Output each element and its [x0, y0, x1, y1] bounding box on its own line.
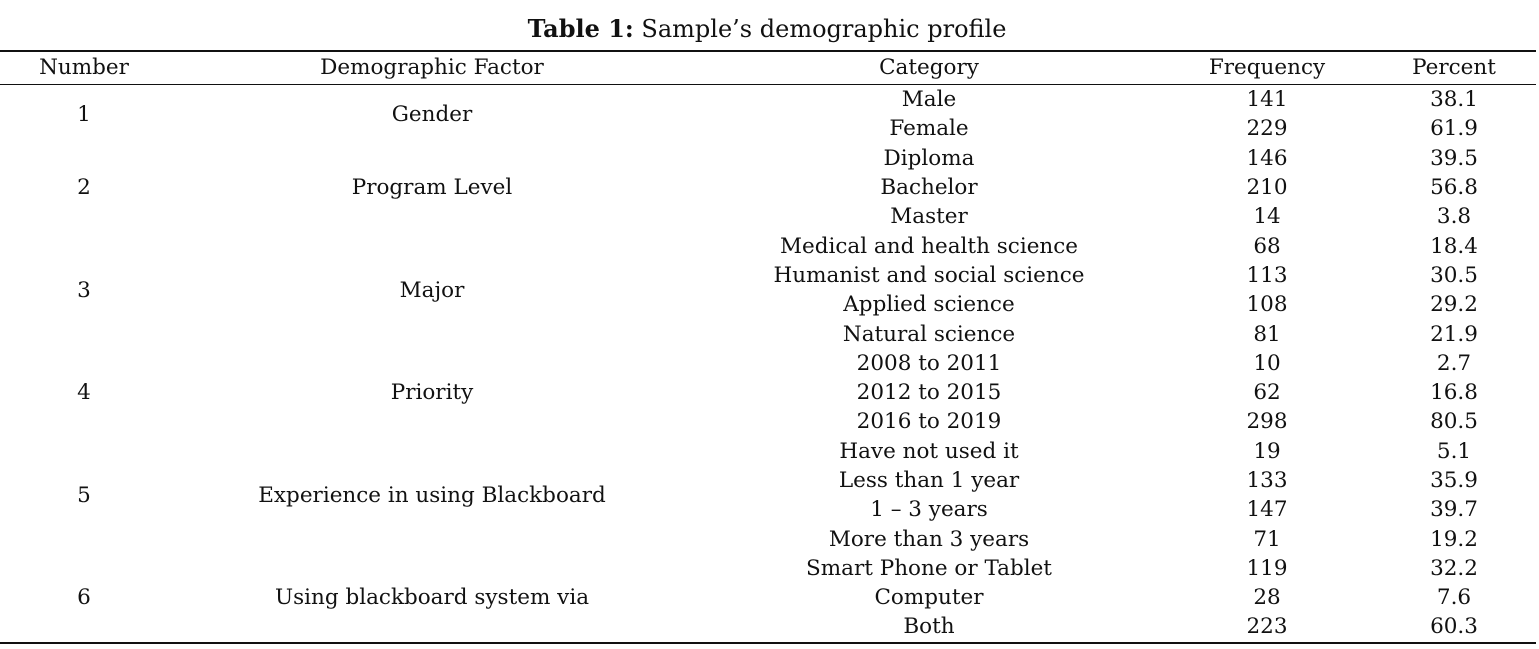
table-body [0, 85, 1536, 643]
cell-number: 5 [77, 482, 91, 508]
cell-category: Natural science [842, 321, 1016, 347]
header-percent: Percent [1412, 55, 1496, 80]
cell-frequency: 108 [1246, 292, 1288, 318]
cell-number: 6 [77, 585, 91, 611]
cell-number: 3 [77, 277, 91, 303]
cell-percent: 32.2 [1430, 555, 1478, 581]
cell-frequency: 119 [1246, 555, 1288, 581]
header-row [0, 51, 1536, 85]
table-caption-text: Sample’s demographic profile [641, 15, 1007, 43]
table-row [0, 144, 1536, 173]
cell-frequency: 28 [1253, 585, 1281, 611]
cell-category: Computer [874, 585, 984, 611]
table-header [0, 51, 1536, 85]
cell-demographic-factor: Major [399, 277, 465, 303]
cell-frequency: 71 [1253, 526, 1281, 552]
cell-category: Diploma [883, 145, 975, 171]
header-number: Number [39, 55, 129, 80]
table-row [0, 349, 1536, 378]
table-row [0, 437, 1536, 466]
cell-category: Medical and health science [779, 233, 1079, 259]
cell-category: More than 3 years [828, 526, 1030, 552]
cell-category: 2008 to 2011 [856, 350, 1002, 376]
cell-percent: 56.8 [1430, 175, 1478, 201]
cell-demographic-factor: Priority [390, 380, 474, 406]
cell-category: Humanist and social science [773, 262, 1085, 288]
cell-frequency: 10 [1253, 350, 1281, 376]
cell-percent: 21.9 [1430, 321, 1478, 347]
cell-frequency: 229 [1246, 116, 1288, 142]
cell-frequency: 62 [1253, 380, 1281, 406]
cell-demographic-factor: Using blackboard system via [274, 585, 590, 611]
header-category: Category [879, 55, 979, 80]
cell-category: 2012 to 2015 [856, 380, 1002, 406]
cell-frequency: 81 [1253, 321, 1281, 347]
cell-category: 2016 to 2019 [856, 409, 1002, 435]
cell-frequency: 133 [1246, 468, 1288, 493]
cell-percent: 29.2 [1430, 292, 1478, 318]
cell-number: 2 [77, 175, 91, 201]
cell-category: Smart Phone or Tablet [806, 555, 1052, 581]
cell-category: Master [890, 204, 968, 230]
cell-category: Bachelor [880, 175, 978, 201]
cell-frequency: 141 [1246, 87, 1288, 113]
cell-percent: 39.7 [1430, 497, 1478, 523]
cell-category: Less than 1 year [838, 468, 1020, 493]
table-caption-label: Table 1: [527, 14, 634, 43]
header-frequency: Frequency [1208, 55, 1326, 80]
cell-percent: 39.5 [1430, 145, 1478, 171]
cell-frequency: 147 [1246, 497, 1288, 523]
table-row [0, 231, 1536, 260]
cell-category: Applied science [843, 292, 1015, 318]
cell-percent: 19.2 [1430, 526, 1478, 552]
cell-frequency: 210 [1246, 175, 1288, 201]
cell-frequency: 223 [1246, 614, 1288, 640]
cell-number: 1 [77, 101, 91, 127]
cell-frequency: 113 [1246, 262, 1288, 288]
cell-demographic-factor: Experience in using Blackboard [258, 482, 606, 508]
cell-frequency: 146 [1246, 145, 1288, 171]
table-row [0, 554, 1536, 583]
cell-category: 1 – 3 years [870, 497, 988, 523]
cell-category: Have not used it [839, 438, 1019, 464]
cell-frequency: 14 [1253, 204, 1281, 230]
demographic-table [0, 50, 1536, 644]
cell-frequency: 298 [1246, 409, 1288, 435]
table-caption [0, 14, 1534, 44]
cell-percent: 30.5 [1430, 262, 1478, 288]
cell-category: Both [903, 614, 955, 640]
cell-category: Male [901, 87, 957, 113]
table-row [0, 85, 1536, 115]
cell-demographic-factor: Gender [391, 101, 473, 127]
cell-percent: 3.8 [1436, 204, 1472, 230]
cell-percent: 35.9 [1430, 468, 1478, 493]
header-demographic-factor: Demographic Factor [320, 55, 544, 80]
cell-category: Female [889, 116, 969, 142]
cell-number: 4 [77, 380, 91, 406]
cell-percent: 5.1 [1436, 438, 1472, 464]
cell-percent: 80.5 [1430, 409, 1478, 435]
cell-percent: 60.3 [1430, 614, 1478, 640]
cell-frequency: 68 [1253, 233, 1281, 259]
cell-percent: 38.1 [1430, 87, 1478, 113]
cell-percent: 61.9 [1430, 116, 1478, 142]
cell-demographic-factor: Program Level [351, 175, 513, 201]
cell-frequency: 19 [1253, 438, 1281, 464]
cell-percent: 7.6 [1436, 585, 1472, 611]
cell-percent: 16.8 [1430, 380, 1478, 406]
cell-percent: 2.7 [1436, 350, 1472, 376]
cell-percent: 18.4 [1430, 233, 1478, 259]
